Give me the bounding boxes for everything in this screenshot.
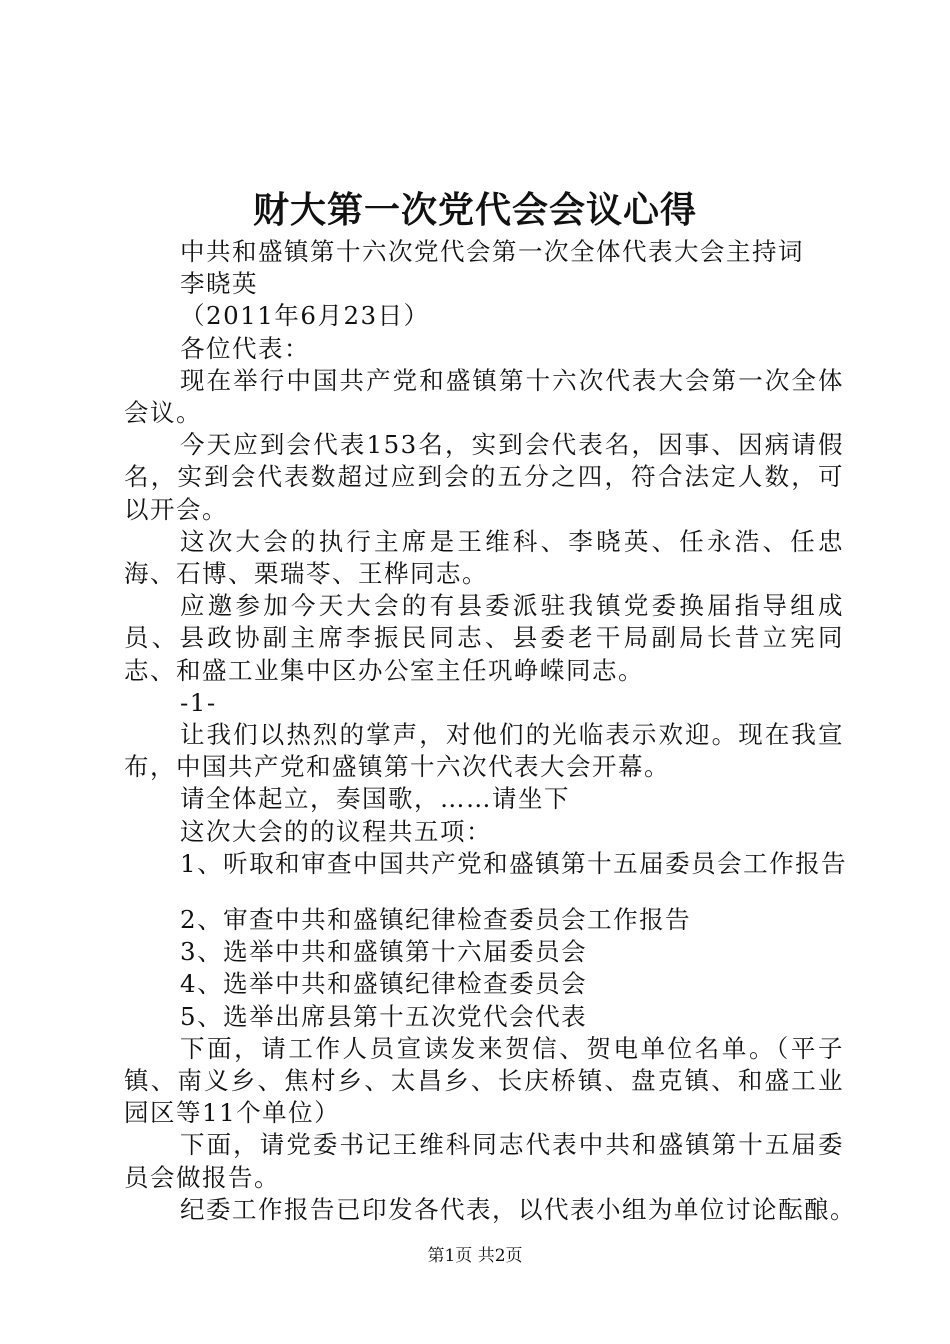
paragraph-anthem: 请全体起立，奏国歌，……请坐下	[180, 784, 570, 814]
agenda-item: 3、选举中共和盛镇第十六届委员会	[180, 937, 588, 967]
agenda-item: 2、审查中共和盛镇纪律检查委员会工作报告	[180, 905, 692, 935]
agenda-item: 4、选举中共和盛镇纪律检查委员会	[180, 969, 588, 999]
subtitle: 中共和盛镇第十六次党代会第一次全体代表大会主持词	[180, 237, 804, 266]
paragraph-chairs: 这次大会的执行主席是王维科、李晓英、任永浩、任忠海、石博、栗瑞苓、王桦同志。	[124, 526, 844, 589]
spacer	[124, 880, 844, 904]
page-footer: 第1页 共2页	[427, 1246, 523, 1266]
paragraph-opening: 现在举行中国共产党和盛镇第十六次代表大会第一次全体会议。	[124, 365, 844, 428]
greeting: 各位代表：	[180, 333, 310, 363]
paragraph-attendance: 今天应到会代表153名，实到会代表名，因事、因病请假名，实到会代表数超过应到会的五分之四，符合法定人数，可以开会。	[124, 430, 844, 524]
paragraph-welcome: 让我们以热烈的掌声，对他们的光临表示欢迎。现在我宣布，中国共产党和盛镇第十六次代表大会开幕。	[124, 720, 844, 782]
paragraph-guests: 应邀参加今天大会的有县委派驻我镇党委换届指导组成员、县政协副主席李振民同志、县委老干局副局长昔立宪同志、和盛工业集中区办公室主任巩峥嵘同志。	[124, 591, 844, 685]
page-marker: -1-	[180, 687, 217, 717]
paragraph-report: 下面，请党委书记王维科同志代表中共和盛镇第十五届委员会做报告。	[124, 1130, 844, 1192]
document-body	[124, 236, 856, 1226]
author: 李晓英	[180, 269, 258, 299]
paragraph-agenda-intro: 这次大会的的议程共五项：	[180, 816, 492, 846]
date: （2011年6月23日）	[180, 301, 430, 331]
paragraph-discipline-report: 纪委工作报告已印发各代表，以代表小组为单位讨论酝酿。	[180, 1194, 856, 1224]
document-title: 财大第一次党代会会议心得	[252, 189, 697, 231]
paragraph-greetings-list: 下面，请工作人员宣读发来贺信、贺电单位名单。（平子镇、南义乡、焦村乡、太昌乡、长庆桥镇、盘克镇、和盛工业园区等11个单位）	[124, 1033, 844, 1128]
agenda-item: 5、选举出席县第十五次党代会代表	[180, 1001, 588, 1031]
agenda-item: 1、听取和审查中国共产党和盛镇第十五届委员会工作报告	[180, 848, 848, 878]
